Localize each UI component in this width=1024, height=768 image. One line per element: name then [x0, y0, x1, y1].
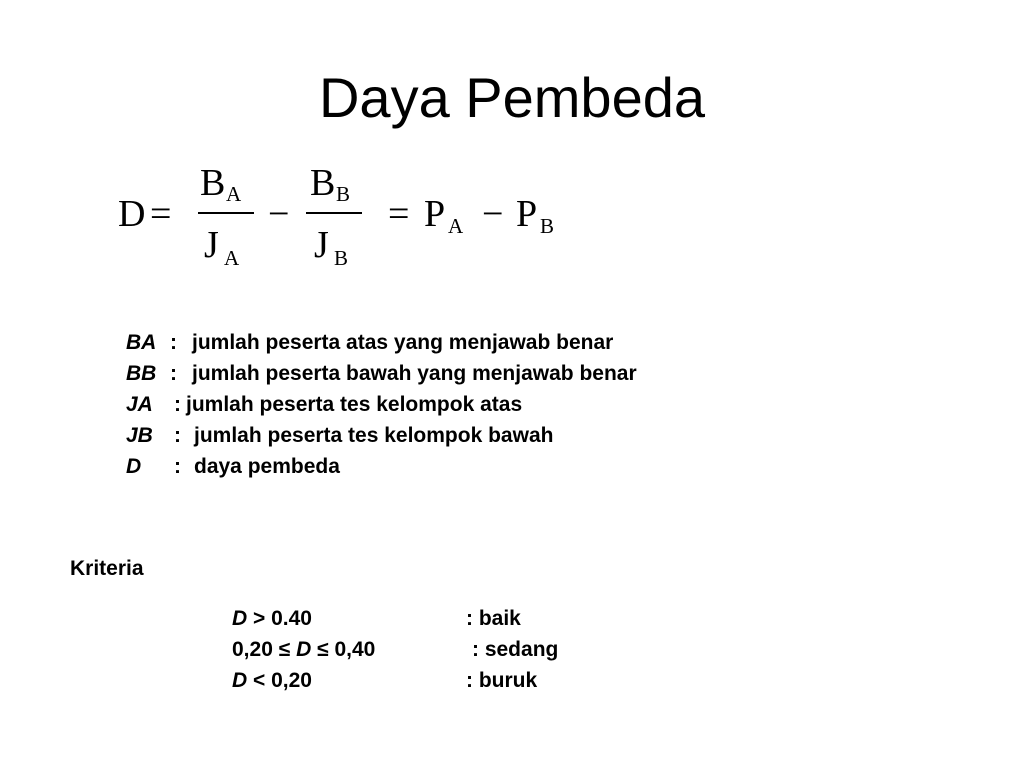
legend-colon: :	[170, 331, 177, 354]
formula-p1-sub: A	[448, 214, 464, 238]
fraction1-denominator-sub: A	[224, 246, 240, 270]
kriteria-condition: 0,20 ≤ D ≤ 0,40	[232, 638, 376, 661]
fraction1-denominator: J	[204, 224, 219, 266]
legend-definition: jumlah peserta bawah yang menjawab benar	[192, 362, 637, 385]
kriteria-heading: Kriteria	[70, 557, 144, 580]
fraction2-numerator: B	[310, 162, 336, 204]
fraction1-bar	[198, 212, 254, 214]
kriteria-category: : sedang	[472, 638, 559, 661]
legend-symbol: BB	[126, 362, 157, 385]
formula-minus-2: −	[482, 193, 504, 235]
fraction2-numerator-sub: B	[336, 182, 351, 206]
legend-definition: jumlah peserta tes kelompok bawah	[194, 424, 554, 447]
kriteria-category: : buruk	[466, 669, 538, 692]
legend-definition: jumlah peserta tes kelompok atas	[186, 393, 523, 416]
kriteria-category: : baik	[466, 607, 521, 630]
legend-colon: :	[174, 393, 181, 416]
fraction1-numerator-sub: A	[226, 182, 242, 206]
formula-p2-sub: B	[540, 214, 555, 238]
kriteria-condition: D < 0,20	[232, 669, 312, 692]
legend-colon: :	[174, 424, 181, 447]
daya-pembeda-formula	[118, 158, 598, 278]
fraction1-numerator: B	[200, 162, 226, 204]
slide-title: Daya Pembeda	[318, 66, 705, 129]
fraction2-denominator: J	[314, 224, 329, 266]
formula-lhs: D	[118, 193, 146, 235]
fraction2-denominator-sub: B	[334, 246, 349, 270]
formula-equals: =	[150, 193, 172, 235]
kriteria-condition: D > 0.40	[232, 607, 312, 630]
fraction2-bar	[306, 212, 362, 214]
legend-symbol: BA	[126, 331, 157, 354]
legend-definition: daya pembeda	[194, 455, 340, 478]
legend-symbol: JA	[126, 393, 153, 416]
formula-p2: P	[516, 193, 538, 235]
legend-symbol: D	[126, 455, 142, 478]
formula-p1: P	[424, 193, 446, 235]
legend-symbol: JB	[126, 424, 153, 447]
formula-minus-1: −	[268, 193, 290, 235]
formula-equals-2: =	[388, 193, 410, 235]
legend-definition: jumlah peserta atas yang menjawab benar	[192, 331, 614, 354]
legend-colon: :	[170, 362, 177, 385]
legend-colon: :	[174, 455, 181, 478]
